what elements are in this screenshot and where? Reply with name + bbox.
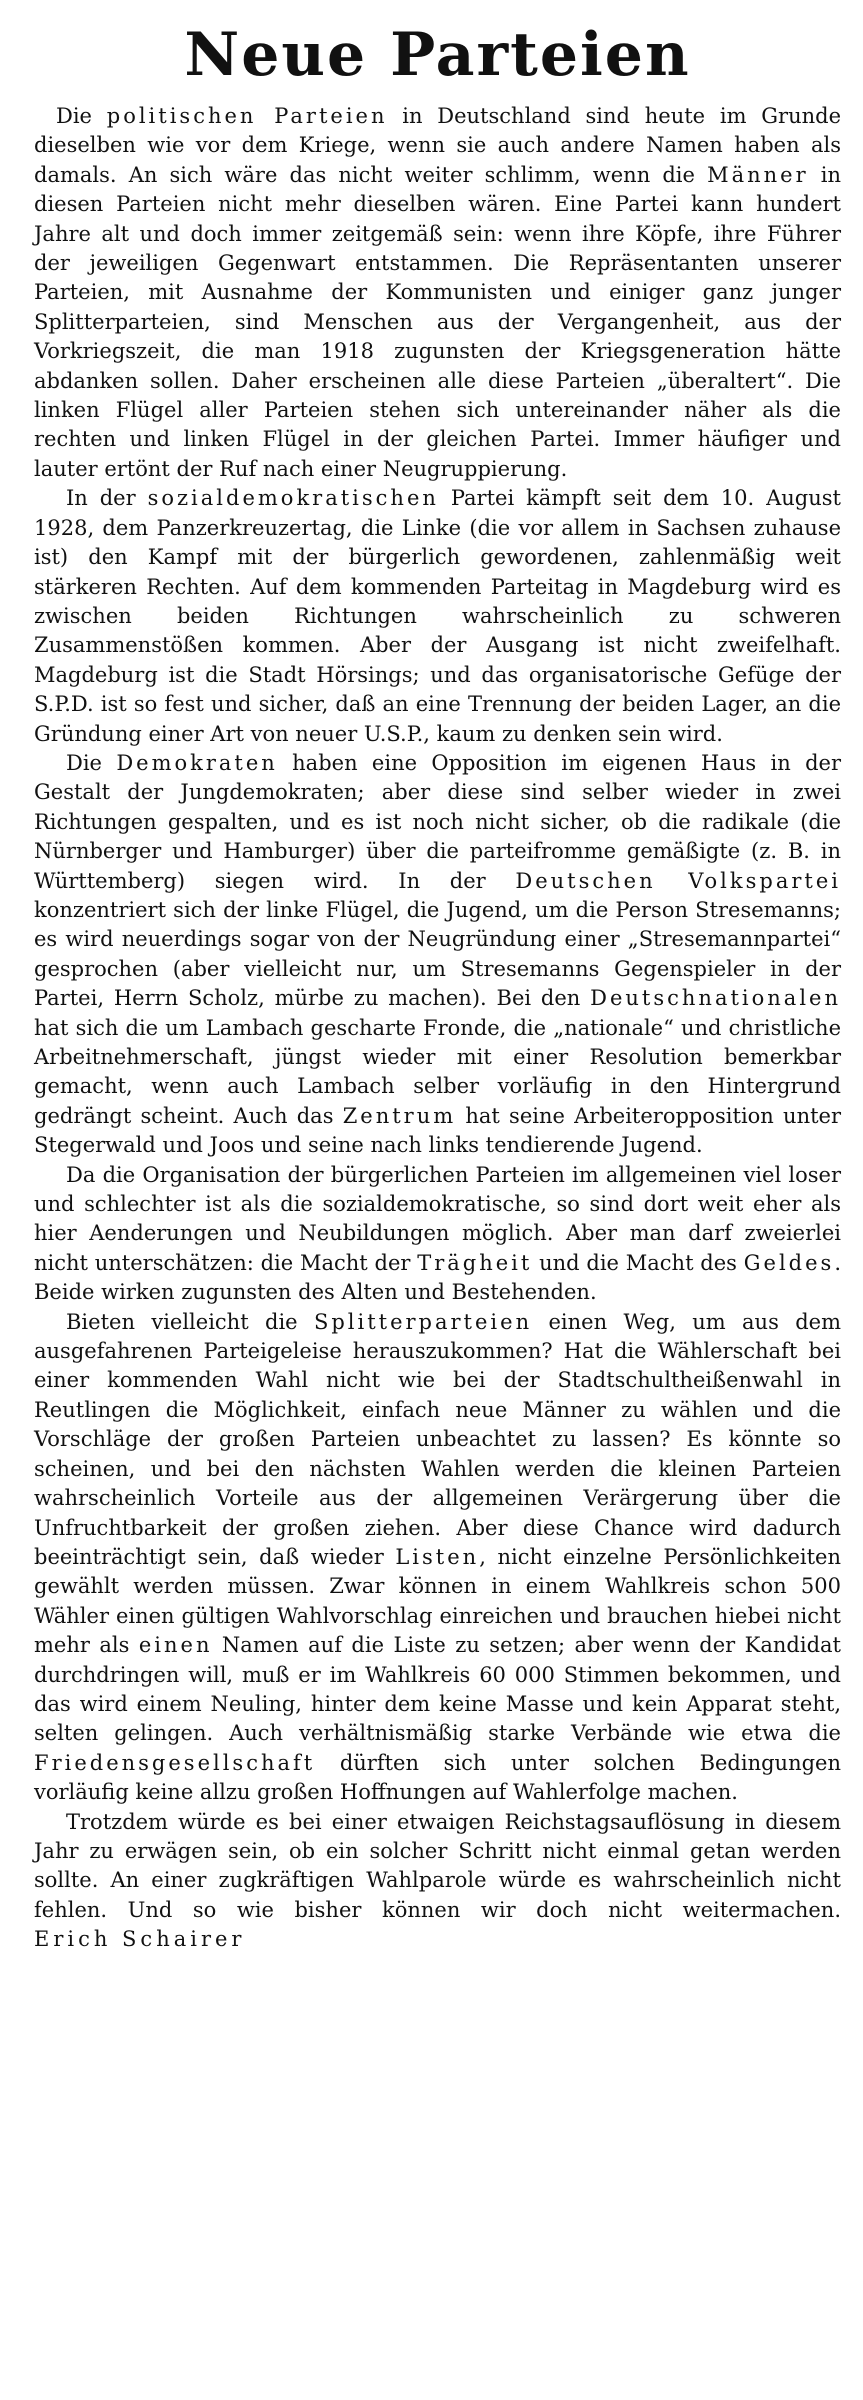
text-run: Bieten vielleicht die: [66, 1309, 314, 1334]
emphasized-text: einen: [138, 1633, 213, 1658]
article-paragraph: [34, 749, 841, 1161]
text-run: hat sich die um Lambach gescharte Fronde, die „nationale“ und christliche Arbeitnehmerschaft, jüngst wieder mit einer Resolution bemerkbar gemacht, wenn auch Lambach selber vorläufig in den Hintergrund gedrängt scheint. Auch das: [34, 1015, 841, 1128]
emphasized-text: Deutschen Volkspartei: [515, 868, 841, 893]
text-run: In der: [66, 486, 148, 511]
emphasized-text: Demokraten: [116, 750, 278, 775]
article-paragraph: [34, 484, 841, 749]
text-run: Die: [66, 750, 117, 775]
emphasized-text: Friedensgesellschaft: [34, 1750, 316, 1775]
text-run: hat seine Arbeiteropposition unter Stegerwald und Joos und seine nach links tendierende Jugend.: [34, 1103, 841, 1158]
emphasized-text: Listen: [395, 1544, 480, 1569]
text-run: einen Weg, um aus dem ausgefahrenen Parteigeleise herauszukommen? Hat die Wählerschaft bei einer kommenden Wahl nicht wie bei der Stadtschultheißenwahl in Reutlingen die Möglichkeit, einfach neue Männer zu wählen und die Vorschläge der großen Parteien unbeachtet zu lassen? Es könnte so scheinen, und bei den nächsten Wahlen werden die kleinen Parteien wahrscheinlich Vorteile aus der allgemeinen Verärgerung über die Unfruchtbarkeit der großen ziehen. Aber diese Chance wird dadurch beeinträchtigt sein, daß wieder: [34, 1309, 841, 1569]
article-paragraph: [34, 1161, 841, 1308]
article-body: [34, 102, 841, 1955]
text-run: in diesen Parteien nicht mehr dieselben wären. Eine Partei kann hundert Jahre alt und doch immer zeitgemäß sein: wenn ihre Köpfe, ihre Führer der jeweiligen Gegenwart entstammen. Die Repräsentanten unserer Parteien, mit Ausnahme der Kommunisten und einiger ganz junger Splitterparteien, sind Menschen aus der Vergangenheit, aus der Vorkriegszeit, die man 1918 zugunsten der Kriegsgeneration hätte abdanken sollen. Daher erscheinen alle diese Parteien „überaltert“. Die linken Flügel aller Parteien stehen sich untereinander näher als die rechten und linken Flügel in der gleichen Partei. Immer häufiger und lauter ertönt der Ruf nach einer Neugruppierung.: [34, 162, 841, 481]
emphasized-text: Deutschnationalen: [590, 986, 841, 1011]
text-run: Die: [56, 104, 107, 128]
text-run: dürften sich unter solchen Bedingungen vorläufig keine allzu großen Hoffnungen auf Wahlerfolge machen.: [34, 1750, 841, 1805]
author-byline: Erich Schairer: [34, 1927, 246, 1952]
text-run: und die Macht des: [532, 1250, 744, 1275]
article-paragraph: [34, 102, 841, 484]
emphasized-text: Splitterparteien: [313, 1309, 533, 1334]
emphasized-text: politischen Parteien: [106, 104, 388, 128]
text-run: , nicht einzelne Persönlichkeiten gewählt werden müssen. Zwar können in einem Wahlkreis schon 500 Wähler einen gültigen Wahlvorschlag einreichen und brauchen hiebei nicht mehr als: [34, 1544, 842, 1658]
emphasized-text: Zentrum: [342, 1103, 457, 1128]
text-run: Namen auf die Liste zu setzen; aber wenn der Kandidat durchdringen will, muß er im Wahlkreis 60 000 Stimmen bekommen, und das wird einem Neuling, hinter dem keine Masse und kein Apparat steht, selten gelingen. Auch verhältnismäßig starke Verbände wie etwa die: [34, 1633, 841, 1746]
emphasized-text: Männer: [707, 162, 809, 187]
text-run: Trotzdem würde es bei einer etwaigen Reichstagsauflösung in diesem Jahr zu erwägen sein, ob ein solcher Schritt nicht einmal getan werden sollte. An einer zugkräftigen Wahlparole würde es wahrscheinlich nicht fehlen. Und so wie bisher können wir doch nicht weitermachen.: [34, 1809, 841, 1922]
text-run: haben eine Opposition im eigenen Haus in der Gestalt der Jungdemokraten; aber diese sind selber wieder in zwei Richtungen gespalten, und es ist noch nicht sicher, ob die radikale (die Nürnberger und Hamburger) über die parteifromme gemäßigte (z. B. in Württemberg) siegen wird. In der: [34, 750, 842, 893]
emphasized-text: Geldes: [743, 1250, 835, 1275]
text-run: Partei kämpft seit dem 10. August 1928, dem Panzerkreuzertag, die Linke (die vor allem in Sachsen zuhause ist) den Kampf mit der bürgerlich gewordenen, zahlenmäßig weit stärkeren Rechten. Auf dem kommenden Parteitag in Magdeburg wird es zwischen beiden Richtungen wahrscheinlich zu schweren Zusammenstößen kommen. Aber der Ausgang ist nicht zweifelhaft. Magdeburg ist die Stadt Hörsings; und das organisatorische Gefüge der S.P.D. ist so fest und sicher, daß an eine Trennung der beiden Lager, an die Gründung einer Art von neuer U.S.P., kaum zu denken sein wird.: [34, 486, 841, 746]
headline: Neue Parteien: [184, 20, 691, 90]
text-run: in Deutschland sind heute im Grunde dieselben wie vor dem Kriege, wenn sie auch andere Namen haben als damals. An sich wäre das nicht weiter schlimm, wenn die: [34, 104, 841, 187]
article-paragraph: [34, 1808, 841, 1955]
text-run: Da die Organisation der bürgerlichen Parteien im allgemeinen viel loser und schlechter ist als die sozialdemokratische, so sind dort weit eher als hier Aenderungen und Neubildungen möglich. Aber man darf zweierlei nicht unterschätzen: die Macht der: [34, 1162, 841, 1275]
emphasized-text: Trägheit: [417, 1250, 533, 1275]
article-paragraph: [34, 1308, 841, 1808]
text-run: . Beide wirken zugunsten des Alten und Bestehenden.: [34, 1250, 841, 1305]
emphasized-text: sozialdemokratischen: [147, 486, 439, 511]
text-run: konzentriert sich der linke Flügel, die Jugend, um die Person Stresemanns; es wird neuerdings sogar von der Neugründung einer „Stresemannpartei“ gesprochen (aber vielleicht nur, um Stresemanns Gegenspieler in der Partei, Herrn Scholz, mürbe zu machen). Bei den: [34, 897, 841, 1011]
